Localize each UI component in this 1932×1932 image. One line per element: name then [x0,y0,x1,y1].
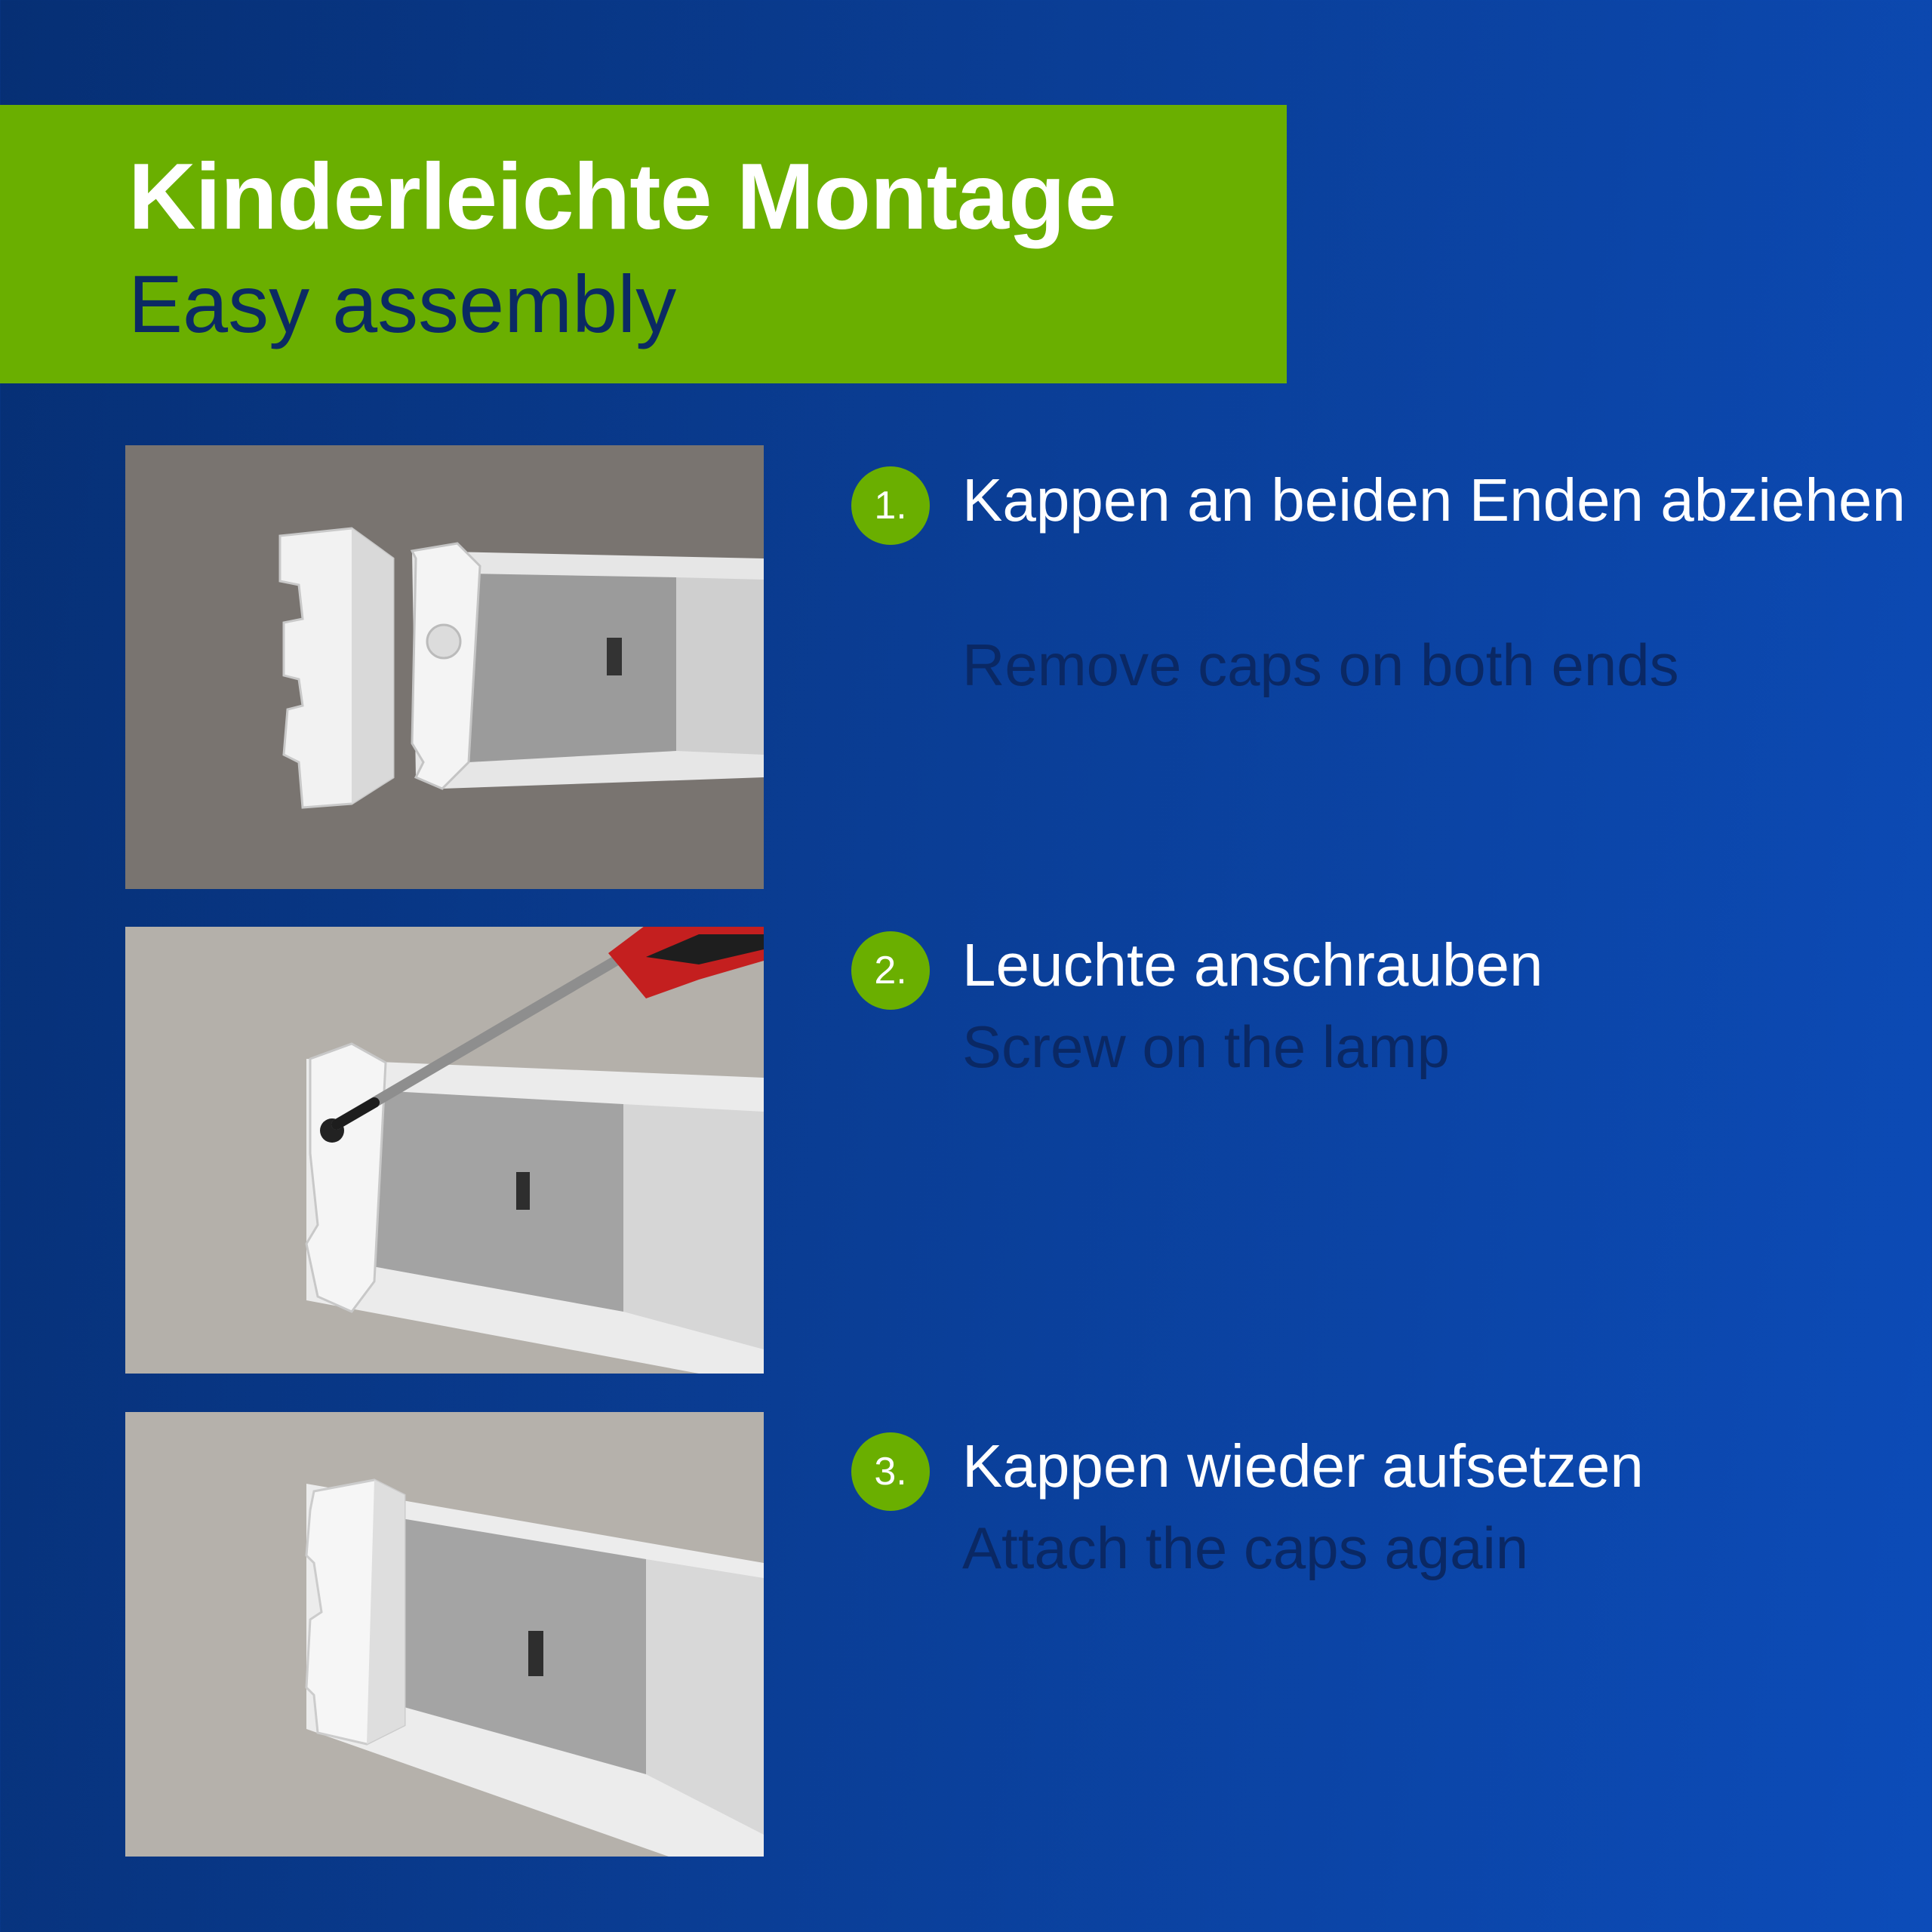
screw-lamp-photo [125,927,764,1374]
page-title: Kinderleichte Montage [128,145,1116,249]
page-subtitle: Easy assembly [128,258,677,349]
step-title-en: Screw on the lamp [962,1014,1450,1080]
step-title-en: Attach the caps again [962,1515,1529,1581]
attach-caps-photo [125,1412,764,1857]
step-title-de: Kappen wieder aufsetzen [962,1432,1644,1500]
step-number-badge: 3. [851,1432,930,1511]
remove-caps-photo [125,445,764,889]
step-title-de: Kappen an beiden Enden abziehen [962,466,1906,534]
step-number-badge: 1. [851,466,930,545]
step-title-de: Leuchte anschrauben [962,931,1543,998]
step-number-badge: 2. [851,931,930,1010]
step-title-en: Remove caps on both ends [962,632,1679,698]
